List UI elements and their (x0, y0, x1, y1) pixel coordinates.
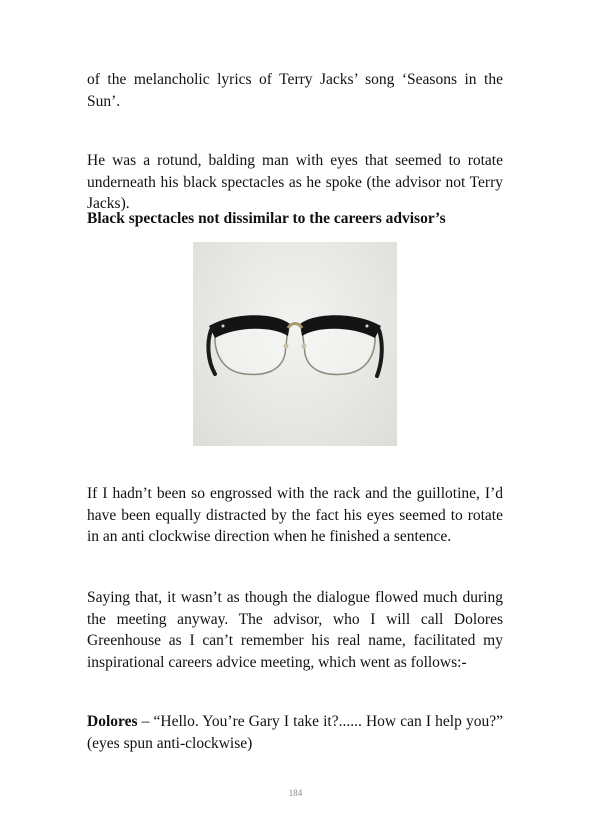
spectacles-illustration (193, 242, 397, 446)
speaker-name: Dolores (87, 713, 138, 730)
image-caption: Black spectacles not dissimilar to the careers advisor’s (87, 210, 446, 227)
paragraph-dialogue: Saying that, it wasn’t as though the dialogue flowed much during the meeting anyway. The advisor, who I will call Dolores Greenhouse as I can’t remember his real name, facilitated my inspirational careers advice meeting, which went as follows:- (87, 589, 503, 671)
quote-text: – “Hello. You’re Gary I take it?...... How can I help you?” (eyes spun anti-clockwise) (87, 713, 503, 752)
black-spectacles-photo (193, 242, 397, 446)
paragraph-dolores-quote (87, 711, 503, 754)
paragraph-advisor-description: He was a rotund, balding man with eyes that seemed to rotate underneath his black spectacles as he spoke (the advisor not Terry Jacks). (87, 152, 503, 212)
paragraph-eyes-rotate: If I hadn’t been so engrossed with the rack and the guillotine, I’d have been equally distracted by the fact his eyes seemed to rotate in an anti clockwise direction when he finished a sentence. (87, 485, 503, 545)
paragraph-seasons-in-the-sun: of the melancholic lyrics of Terry Jacks’ song ‘Seasons in the Sun’. (87, 71, 503, 110)
page-number: 184 (288, 788, 303, 798)
